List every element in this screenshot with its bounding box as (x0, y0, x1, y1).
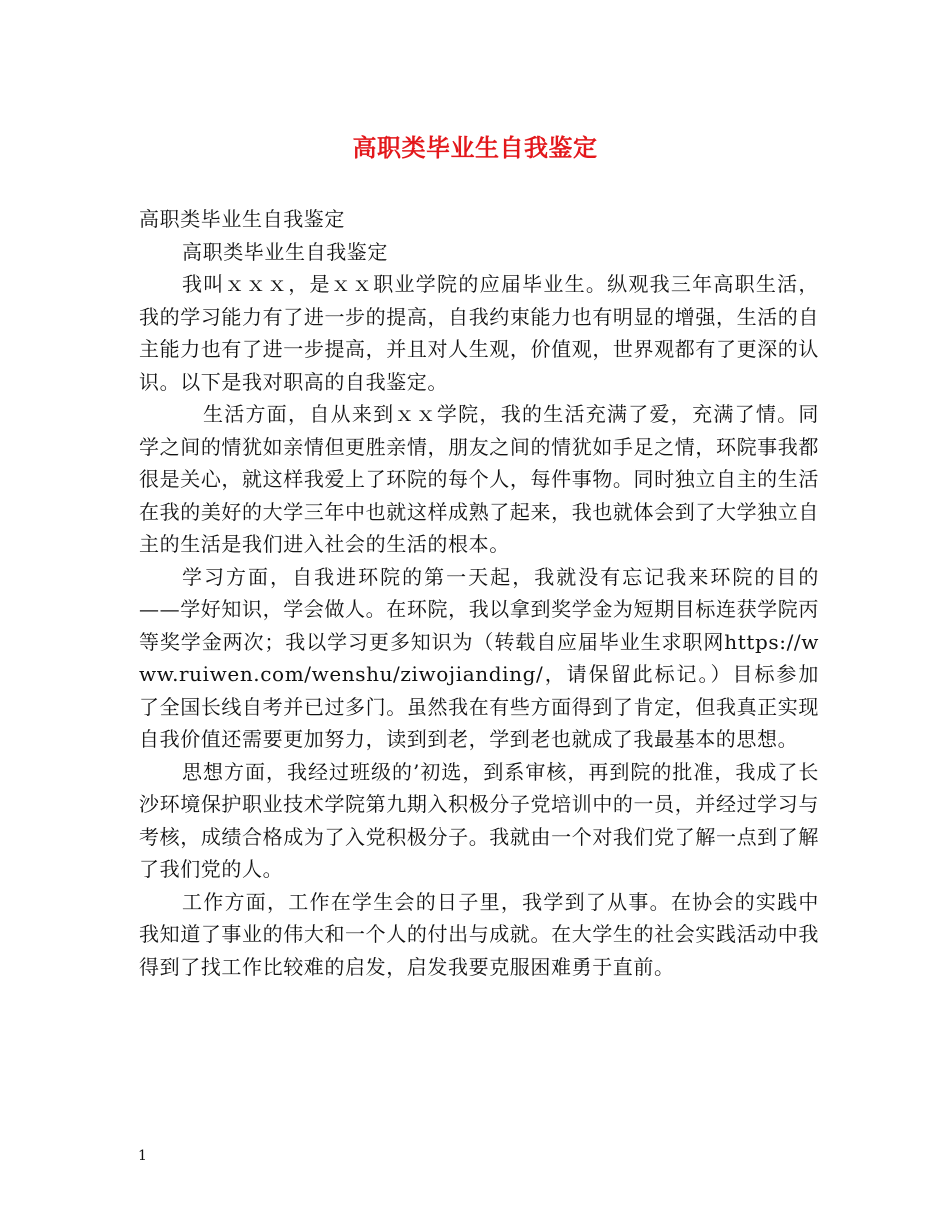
paragraph-work: 工作方面，工作在学生会的日子里，我学到了从事。在协会的实践中我知道了事业的伟大和一个人的付出与成就。在大学生的社会实践活动中我得到了找工作比较难的启发，启发我要克服困难勇于直前。 (139, 889, 819, 979)
paragraph-life: 生活方面，自从来到ｘｘ学院，我的生活充满了爱，充满了情。同学之间的情犹如亲情但更胜亲情，朋友之间的情犹如手足之情，环院事我都很是关心，就这样我爱上了环院的每个人，每件事物。同时独立自主的生活在我的美好的大学三年中也就这样成熟了起来，我也就体会到了大学独立自主的生活是我们进入社会的生活的根本。 (139, 402, 819, 556)
document-body (139, 203, 819, 983)
page-number: 1 (138, 1148, 147, 1164)
paragraph-heading-2: 高职类毕业生自我鉴定 (182, 239, 388, 264)
paragraph-study: 学习方面，自我进环院的第一天起，我就没有忘记我来环院的目的——学好知识，学会做人。在环院，我以拿到奖学金为短期目标连获学院丙等奖学金两次；我以学习更多知识为（转载自应届毕业生求职网https://www.ruiwen.com/wenshu/ziwojianding/，请保留此标记。）目标参加了全国长线自考并已过多门。虽然我在有些方面得到了肯定，但我真正实现自我价值还需要更加努力，读到到老，学到老也就成了我最基本的思想。 (139, 564, 819, 751)
paragraph-introduction: 我叫ｘｘｘ，是ｘｘ职业学院的应届毕业生。纵观我三年高职生活，我的学习能力有了进一步的提高，自我约束能力也有明显的增强，生活的自主能力也有了进一步提高，并且对人生观，价值观，世界观都有了更深的认识。以下是我对职高的自我鉴定。 (139, 272, 819, 394)
paragraph-thought: 思想方面，我经过班级的’初选，到系审核，再到院的批准，我成了长沙环境保护职业技术学院第九期入积极分子党培训中的一员，并经过学习与考核，成绩合格成为了入党积极分子。我就由一个对我们党了解一点到了解了我们党的人。 (139, 759, 819, 881)
paragraph-heading-1: 高职类毕业生自我鉴定 (139, 207, 345, 231)
document-title: 高职类毕业生自我鉴定 (352, 133, 598, 162)
